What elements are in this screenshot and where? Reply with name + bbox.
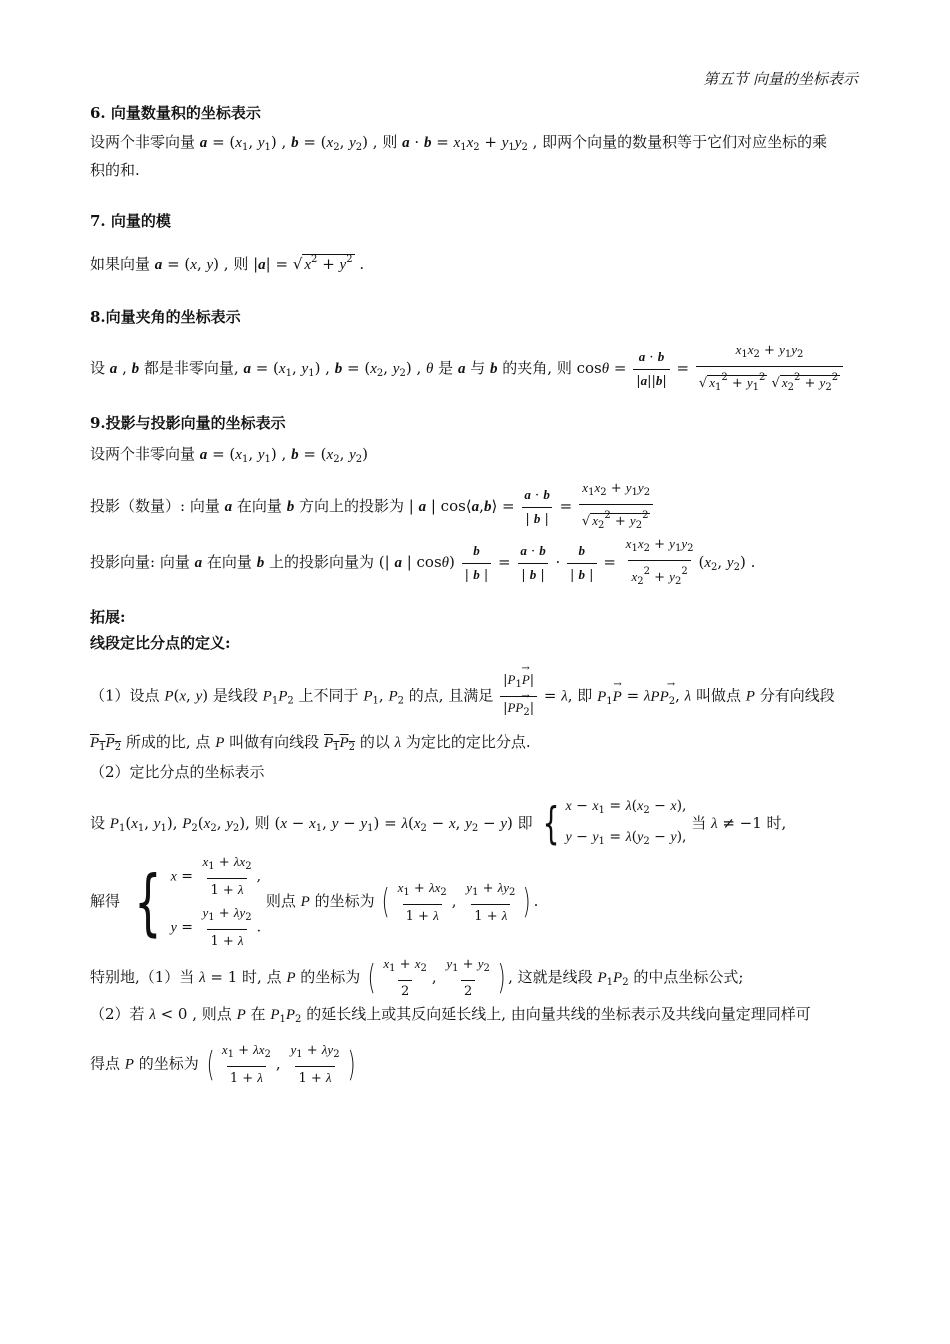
extension-subtitle: 线段定比分点的定义: — [90, 634, 231, 652]
section-9-title: 9.投影与投影向量的坐标表示 — [90, 414, 286, 432]
negative-case-line-1: （2）若 λ < 0 , 则点 P 在 $P_1P_2$ 的延长线上或其反向延长线上, 由向量共线的坐标表示及共线向量定理同样可 — [90, 1005, 811, 1025]
coordinate-title: （2）定比分点的坐标表示 — [90, 763, 265, 781]
definition-line-2: $P_1P_2$ 所成的比, 点 P 叫做有向线段 $P_1P_2$ 的以 λ 为定比的定比分点. — [90, 733, 531, 753]
coordinate-line-1: 设 $P_1(x_1$, $y_1$), $P_2(x_2$, $y_2$), 则 ($x - x_1$, $y - y_1) = \lambda(x_2 - x$, $y_2 - y$) 即 { $x - x_1 = \lambda(x_2 - x)$, $y - y_1 = \lambda(y_2 - y)$, 当 λ ≠ −1 时, — [90, 798, 787, 849]
extension-title: 拓展: — [90, 608, 126, 626]
negative-case-line-2: 得点 P 的坐标为 ( $\frac{x_1 + \lambda x_2}{1 + \lambda}$ , $\frac{y_1 + \lambda y_2}{1 + \lambda}$ ) — [90, 1040, 358, 1089]
page-header: 第五节 向量的坐标表示 — [703, 70, 858, 88]
solution-line: 解得 { x = $\frac{x_1 + \lambda x_2}{1 + \lambda}$ , y = $\frac{y_1 + \lambda y_2}{1 + \lambda}$ . 则点 P 的坐标为 ( $\frac{x_1 + \lambda x_2}{1 + \lambda}$ , $\frac{y_1 + \lambda y_2}{1 + \lambda}$ ) . — [90, 852, 538, 952]
section-8-line-1: 设 a , b 都是非零向量, $a = (x_1$, $y_1$) , $b = (x_2$, $y_2$) , θ 是 a 与 b 的夹角, 则 cosθ = $\frac{a \cdot b}{|a||b|}$ = $\frac{x_1x_2 + y_1y_2}{√ x_1^2 + y_1^2 √ x_2^2 + y_2^2}$ — [90, 340, 845, 398]
section-9-line-1: 设两个非零向量 $a = (x_1$, $y_1$) , $b = (x_2$, $y_2$) — [90, 445, 369, 465]
section-6-title: 6. 向量数量积的坐标表示 — [90, 104, 261, 122]
section-9-projection: 投影（数量）: 向量 a 在向量 b 方向上的投影为 | a | cos⟨a,b⟩ = $\frac{a \cdot b}{| b |}$ = $\frac{x_1x_2 + y_1y_2}{√ x_2^2 + y_2^2}$ — [90, 478, 655, 536]
section-6-line-1: 设两个非零向量 $a = (x_1$, $y_1$) , $b = (x_2$, $y_2$) , 则 $a \cdot b = x_1x_2 + y_1y_2$ , 即两个向量的数量积等于它们对应坐标的乘 — [90, 133, 828, 153]
section-9-projection-vector: 投影向量: 向量 a 在向量 b 上的投影向量为 (| a | cosθ) $\frac{b}{| b |}$ = $\frac{a \cdot b}{| b |}$ · $\frac{b}{| b |}$ = $\frac{x_1x_2 + y_1y_2}{x_2^2 + y_2^2}$ ($x_2$, $y_2$) . — [90, 534, 755, 592]
section-6-line-2: 积的和. — [90, 161, 140, 179]
definition-line-1: （1）设点 P(x, y) 是线段 $P_1P_2$ 上不同于 $P_1$, $P_2$ 的点, 且满足 $\frac{|\to P_1P|}{|\to PP_2|}$ = λ, 即 → $P_1P = \lambda\to PP_2$, λ 叫做点 P 分有向线段 — [90, 670, 835, 723]
section-7-line-1: 如果向量 a = (x, y) , 则 |a| = √ $x^2 + y^2$ . — [90, 254, 365, 273]
section-7-title: 7. 向量的模 — [90, 212, 171, 230]
section-8-title: 8.向量夹角的坐标表示 — [90, 308, 241, 326]
special-case-line: 特别地,（1）当 λ = 1 时, 点 P 的坐标为 ( $\frac{x_1 + x_2}{2}$ , $\frac{y_1 + y_2}{2}$ ) , 这就是线段 $P_1P_2$ 的中点坐标公式; — [90, 954, 743, 1002]
